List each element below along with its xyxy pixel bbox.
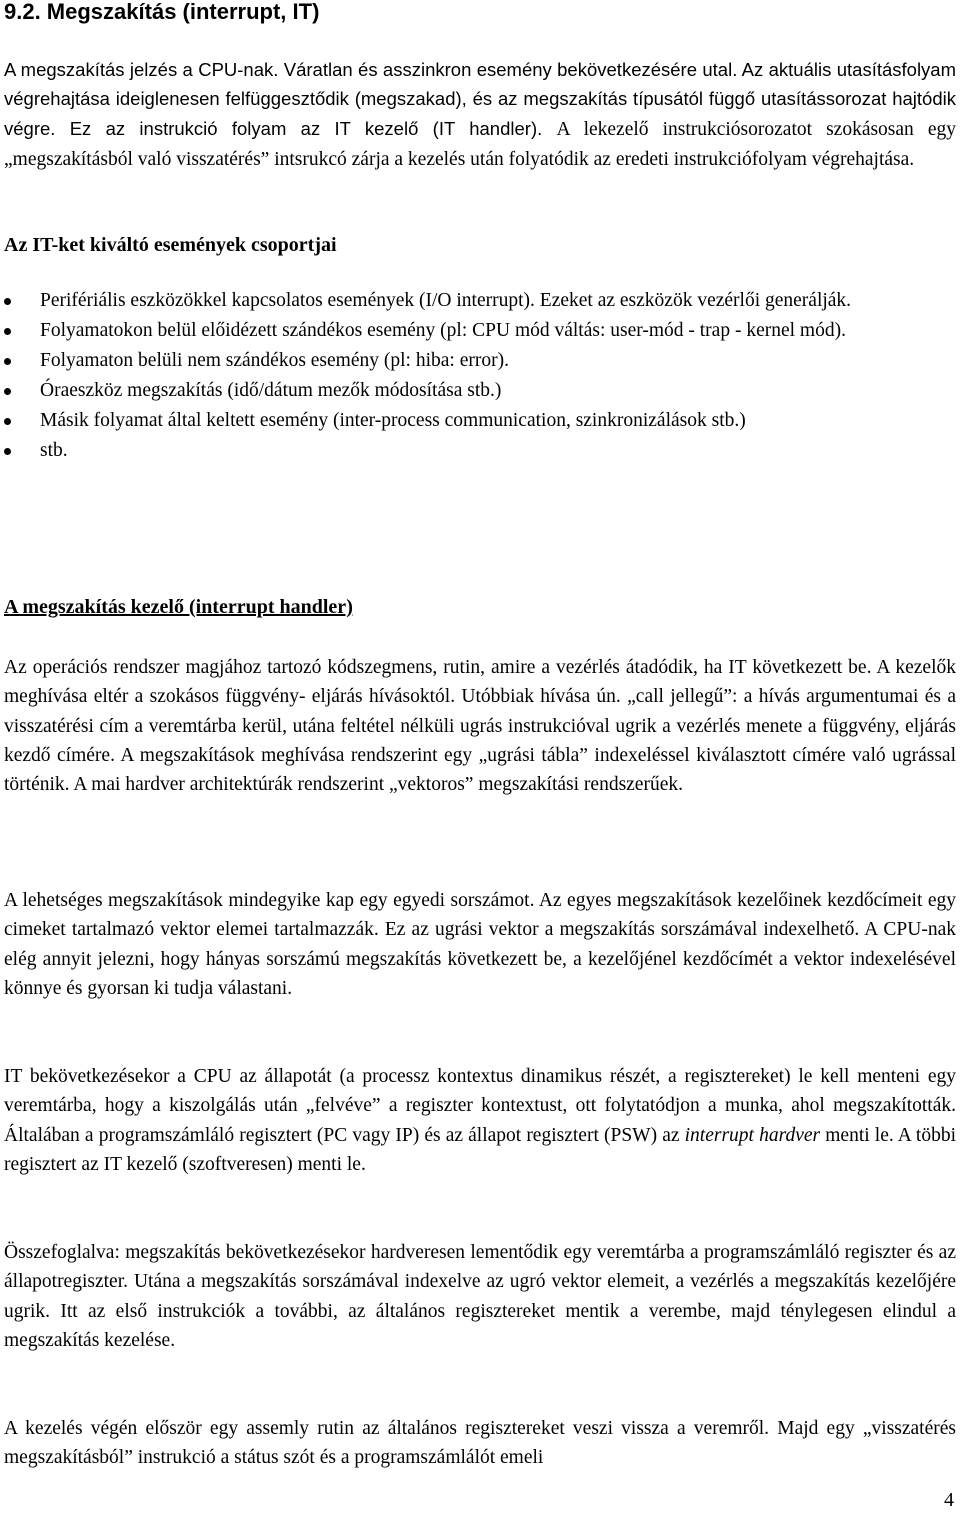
intro-paragraph — [4, 55, 956, 174]
context-save-paragraph — [4, 1062, 956, 1179]
bullet-icon — [4, 388, 11, 395]
context-save-text: IT bekövetkezésekor a CPU az állapotát (a processz kontextus dinamikus részét, a regisztereket) le kell menteni egy veremtárba, hogy a kiszolgálás után „felvéve” a regiszter kontextust, ott folytatódjon a munka, ahol megszakították. Általában a programszámláló regisztert (PC vagy IP) és az állapot regisztert (PSW) az — [4, 1066, 956, 1146]
vector-paragraph: A lehetséges megszakítások mindegyike kap egy egyedi sorszámot. Az egyes megszakítások kezelőinek kezdőcímeit egy cimeket tartalmazó vektor elemei tartalmazzák. Ez az ugrási vektor a megszakítás sorszámával indexelhető. A CPU-nak elég annyit jelezni, hogy hányas sorszámú megszakítás következett be, a kezelőjénel kezdőcímét a vektor indexelésével könnye és gyorsan ki tudja válastani. — [4, 890, 956, 999]
summary-paragraph: Összefoglalva: megszakítás bekövetkezésekor hardveresen lementődik egy veremtárba a programszámláló regiszter és az állapotregiszter. Utána a megszakítás sorszámával indexelve az ugró vektor elemeit, a vezérlés a megszakítás kezelőjére ugrik. Itt az első instrukciók a további, az általános regisztereket mentik a verembe, majd ténylegesen elindul a megszakítás kezelése. — [4, 1242, 956, 1351]
list-item — [0, 287, 956, 315]
page-number: 4 — [944, 1489, 954, 1511]
list-item — [0, 317, 956, 345]
bullet-icon — [4, 358, 11, 365]
list-item-text: Perifériális eszközökkel kapcsolatos események (I/O interrupt). Ezeket az eszközök vezérlői generálják. — [40, 290, 852, 311]
events-list — [0, 287, 956, 467]
bullet-icon — [4, 448, 11, 455]
intro-text: A megszakítás jelzés a CPU-nak. Váratlan és asszinkron esemény bekövetkezésére utal. Az aktuális utasításfolyam végrehajtása ideiglenesen felfüggesztődik (megszakad), és az megszakítás típusától függő utasítássorozat hajtódik végre. Ez az instrukció folyam az IT kezelő (IT handler). — [4, 59, 956, 139]
bullet-icon — [4, 298, 11, 305]
list-item — [0, 377, 956, 405]
list-item-text: Folyamatokon belül előidézett szándékos esemény (pl: CPU mód váltás: user-mód - trap - kernel mód). — [40, 320, 846, 341]
list-item-text: stb. — [40, 440, 68, 461]
list-item-text: Óraeszköz megszakítás (idő/dátum mezők módosítása stb.) — [40, 380, 502, 401]
handler-heading: A megszakítás kezelő (interrupt handler) — [4, 596, 353, 618]
return-paragraph: A kezelés végén először egy assemly rutin az általános regisztereket veszi vissza a veremről. Majd egy „visszatérés megszakításból” instrukció a státus szót és a programszámlálót emeli — [4, 1418, 956, 1469]
list-item-text: Másik folyamat által keltett esemény (inter-process communication, szinkronizálások stb.) — [40, 410, 746, 431]
intro-continuation: A lekezelő instrukciósorozatot szokásosan egy „megszakításból való visszatérés” intsrukcó zárja a kezelés után folyatódik az eredeti instrukciófolyam végrehajtása. — [4, 118, 956, 170]
list-item — [0, 347, 956, 375]
bullet-icon — [4, 328, 11, 335]
list-item — [0, 407, 956, 435]
list-item-text: Folyamaton belüli nem szándékos esemény (pl: hiba: error). — [40, 350, 509, 371]
section-title: 9.2. Megszakítás (interrupt, IT) — [4, 0, 320, 24]
list-item — [0, 437, 956, 465]
context-save-text-end: menti le. A többi regisztert az IT kezelő (szoftveresen) menti le. — [4, 1124, 956, 1175]
handler-paragraph: Az operációs rendszer magjához tartozó kódszegmens, rutin, amire a vezérlés átadódik, ha IT következett be. A kezelők meghívása eltér a szokásos függvény- eljárás hívásoktól. Utóbbiak hívása ún. „call jellegű”: a hívás argumentumai és a visszatérési cím a veremtárba kerül, utána feltétel nélküli ugrás instrukcióval ugrik a vezérlés menete a függvény, eljárás kezdő címére. A megszakítások meghívása rendszerint egy „ugrási tábla” indexeléssel kiválasztott címére való ugrással történik. A mai hardver architektúrák rendszerint „vektoros” megszakítási rendszerűek. — [4, 657, 956, 796]
bullet-icon — [4, 418, 11, 425]
events-heading: Az IT-ket kiváltó események csoportjai — [4, 234, 337, 256]
interrupt-hardware-term: interrupt hardver — [684, 1124, 821, 1146]
